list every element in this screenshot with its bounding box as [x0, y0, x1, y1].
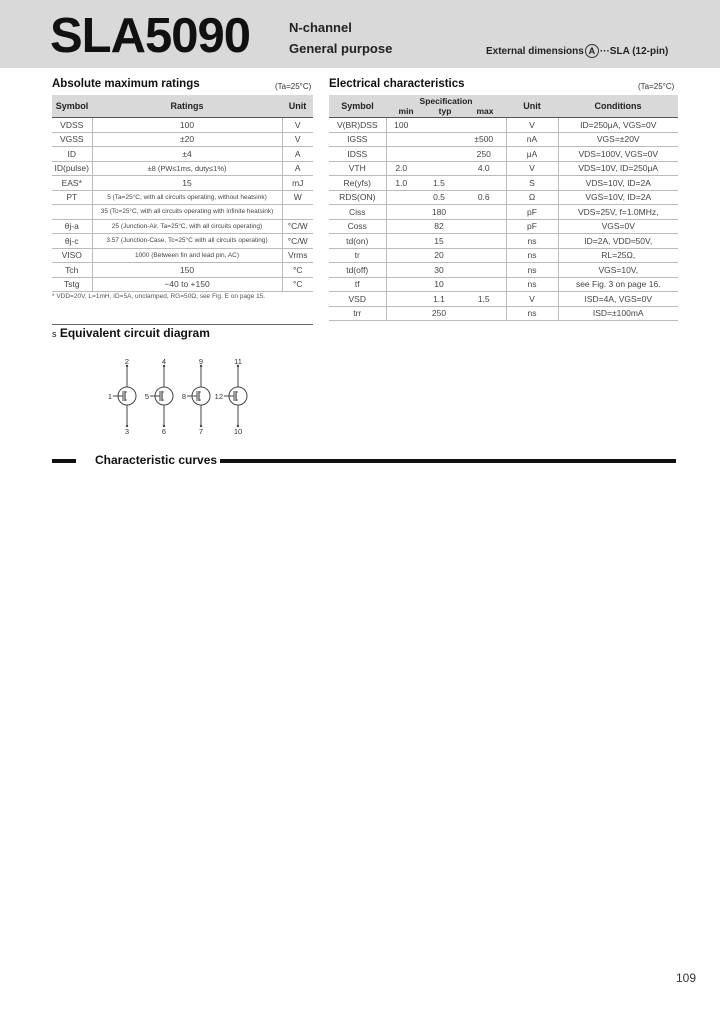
elec-cell-typ: 180	[416, 205, 462, 220]
abs-cell-rating: 25 (Junction-Air, Ta=25°C, with all circuits operating)	[92, 219, 282, 234]
subtitle-channel: N-channel	[289, 20, 352, 35]
elec-cell-min	[386, 292, 416, 307]
abs-cell-unit: V	[282, 118, 313, 133]
elec-cell-symbol: RDS(ON)	[329, 190, 386, 205]
elec-cell-min: 1.0	[386, 176, 416, 191]
elec-cell-symbol: tf	[329, 277, 386, 292]
elec-cell-symbol: Coss	[329, 219, 386, 234]
elec-cell-max	[462, 219, 506, 234]
elec-cell-max	[462, 277, 506, 292]
elec-cell-max	[462, 306, 506, 321]
elec-cell-min: 100	[386, 118, 416, 133]
elec-cell-unit: Ω	[506, 190, 558, 205]
abs-cell-unit: A	[282, 161, 313, 176]
ext-dim-prefix: External dimensions	[486, 46, 584, 57]
gate-pin-label: 5	[144, 392, 149, 401]
elec-cell-typ: 82	[416, 219, 462, 234]
elec-cell-max: 1.5	[462, 292, 506, 307]
elec-cell-typ	[416, 161, 462, 176]
elec-table-row	[329, 292, 678, 307]
elec-cell-min	[386, 277, 416, 292]
abs-table-row	[52, 118, 313, 133]
elec-cell-typ: 1.1	[416, 292, 462, 307]
abs-cell-rating: 5 (Ta=25°C, with all circuits operating, without heatsink)	[92, 190, 282, 205]
abs-max-condition: (Ta=25°C)	[275, 82, 312, 91]
elec-header-min: min	[398, 106, 414, 116]
page-number: 109	[676, 971, 697, 985]
elec-cell-unit: ns	[506, 248, 558, 263]
abs-cell-symbol: θj-a	[52, 219, 92, 234]
abs-table-row	[52, 205, 313, 220]
elec-cell-unit: V	[506, 118, 558, 133]
elec-header-typ: typ	[438, 106, 452, 116]
abs-cell-symbol: θj-c	[52, 234, 92, 249]
abs-header-ratings: Ratings	[92, 95, 282, 118]
abs-table-row	[52, 132, 313, 147]
gate-pin-label: 8	[181, 392, 186, 401]
source-pin-label: 3	[124, 427, 130, 436]
drain-pin-label: 4	[161, 357, 167, 366]
elec-cell-unit: V	[506, 292, 558, 307]
abs-cell-rating: 100	[92, 118, 282, 133]
curves-title-text: Characteristic curves	[95, 453, 218, 467]
elec-cell-conditions: VGS=0V	[558, 219, 678, 234]
circled-a-icon: A	[585, 44, 599, 58]
elec-cell-symbol: trr	[329, 306, 386, 321]
elec-cell-typ	[416, 132, 462, 147]
ext-dim-suffix: ···SLA (12-pin)	[599, 46, 669, 57]
gate-pin-label: 12	[214, 392, 223, 401]
elec-cell-conditions: VGS=10V,	[558, 263, 678, 278]
elec-cell-typ: 250	[416, 306, 462, 321]
part-number: SLA5090	[50, 9, 251, 63]
abs-cell-unit: Vrms	[282, 248, 313, 263]
abs-cell-unit: mJ	[282, 176, 313, 191]
abs-table-row	[52, 190, 313, 205]
elec-cell-min	[386, 219, 416, 234]
elec-cell-min	[386, 306, 416, 321]
source-pin-label: 6	[161, 427, 167, 436]
elec-cell-min	[386, 205, 416, 220]
elec-table-row	[329, 147, 678, 162]
drain-pin-label: 11	[234, 357, 242, 366]
elec-cell-conditions: ISD=±100mA	[558, 306, 678, 321]
abs-cell-rating: ±8 (PW≤1ms, duty≤1%)	[92, 161, 282, 176]
elec-cell-typ: 15	[416, 234, 462, 249]
elec-cell-conditions: VDS=10V, ID=2A	[558, 176, 678, 191]
abs-cell-rating: ±20	[92, 132, 282, 147]
abs-table-row	[52, 176, 313, 191]
elec-cell-max: ±500	[462, 132, 506, 147]
elec-cell-symbol: Ciss	[329, 205, 386, 220]
subtitle-purpose: General purpose	[289, 41, 393, 56]
elec-cell-typ: 1.5	[416, 176, 462, 191]
elec-header-symbol: Symbol	[329, 95, 386, 118]
elec-cell-unit: μA	[506, 147, 558, 162]
elec-table-row	[329, 263, 678, 278]
elec-cell-unit: S	[506, 176, 558, 191]
elec-cell-unit: ns	[506, 234, 558, 249]
abs-max-footnote: * VDD=20V, L=1mH, ID=5A, unclamped, RG=50Ω, see Fig. E on page 15.	[52, 293, 266, 300]
elec-cell-conditions: ID=2A, VDD≈50V,	[558, 234, 678, 249]
elec-cell-unit: ns	[506, 263, 558, 278]
abs-cell-unit: °C	[282, 263, 313, 278]
elec-cell-conditions: VGS=±20V	[558, 132, 678, 147]
abs-table-row	[52, 248, 313, 263]
abs-cell-unit: °C/W	[282, 234, 313, 249]
elec-header-spec-label: Specification	[419, 96, 473, 106]
abs-cell-unit	[282, 205, 313, 220]
elec-cell-unit: pF	[506, 219, 558, 234]
abs-cell-rating: 3.57 (Junction-Case, Tc=25°C with all circuits operating)	[92, 234, 282, 249]
elec-cell-typ: 10	[416, 277, 462, 292]
abs-table-row	[52, 219, 313, 234]
abs-cell-rating: 150	[92, 263, 282, 278]
abs-cell-symbol: PT	[52, 190, 92, 205]
elec-cell-symbol: IGSS	[329, 132, 386, 147]
elec-cell-typ: 0.5	[416, 190, 462, 205]
abs-cell-rating: −40 to +150	[92, 277, 282, 292]
elec-cell-conditions: VDS=100V, VGS=0V	[558, 147, 678, 162]
elec-cell-conditions: VDS=25V, f=1.0MHz,	[558, 205, 678, 220]
abs-cell-symbol: VISO	[52, 248, 92, 263]
elec-table-row	[329, 219, 678, 234]
elec-cell-conditions: VDS=10V, ID=250μA	[558, 161, 678, 176]
abs-cell-unit: W	[282, 190, 313, 205]
elec-cell-symbol: td(off)	[329, 263, 386, 278]
curves-title	[76, 453, 220, 467]
elec-cell-max	[462, 176, 506, 191]
gate-pin-label: 1	[107, 392, 112, 401]
elec-header-max: max	[476, 106, 494, 116]
elec-cell-symbol: tr	[329, 248, 386, 263]
elec-cell-symbol: Re(yfs)	[329, 176, 386, 191]
abs-table-row	[52, 277, 313, 292]
elec-cell-unit: nA	[506, 132, 558, 147]
elec-cell-min	[386, 248, 416, 263]
abs-cell-unit: °C	[282, 277, 313, 292]
elec-table-row	[329, 248, 678, 263]
elec-cell-min	[386, 263, 416, 278]
circuit-bullet: s	[52, 329, 57, 339]
abs-cell-symbol: Tch	[52, 263, 92, 278]
abs-cell-unit: V	[282, 132, 313, 147]
elec-cell-max: 0.6	[462, 190, 506, 205]
elec-cell-symbol: td(on)	[329, 234, 386, 249]
abs-header-unit: Unit	[282, 95, 313, 118]
elec-cell-max	[462, 263, 506, 278]
elec-cell-conditions: ISD=4A, VGS=0V	[558, 292, 678, 307]
elec-cell-min	[386, 190, 416, 205]
elec-cell-min	[386, 234, 416, 249]
circuit-heading	[52, 326, 210, 340]
elec-cell-conditions: ID=250μA, VGS=0V	[558, 118, 678, 133]
elec-cell-unit: V	[506, 161, 558, 176]
elec-cell-conditions: VGS=10V, ID=2A	[558, 190, 678, 205]
abs-header-symbol: Symbol	[52, 95, 92, 118]
abs-table-row	[52, 147, 313, 162]
elec-cell-typ	[416, 118, 462, 133]
elec-cell-unit: pF	[506, 205, 558, 220]
elec-cell-unit: ns	[506, 277, 558, 292]
elec-table-row	[329, 306, 678, 321]
elec-table-row	[329, 234, 678, 249]
elec-table-row	[329, 161, 678, 176]
elec-char-condition: (Ta=25°C)	[638, 82, 675, 91]
elec-cell-min	[386, 132, 416, 147]
elec-header-unit: Unit	[506, 95, 558, 118]
elec-cell-max	[462, 248, 506, 263]
elec-cell-unit: ns	[506, 306, 558, 321]
elec-cell-max: 4.0	[462, 161, 506, 176]
elec-cell-typ: 30	[416, 263, 462, 278]
elec-table-row	[329, 118, 678, 133]
elec-cell-symbol: VSD	[329, 292, 386, 307]
elec-cell-max: 250	[462, 147, 506, 162]
elec-char-title: Electrical characteristics	[329, 78, 465, 90]
abs-cell-rating: 15	[92, 176, 282, 191]
elec-table-row	[329, 190, 678, 205]
abs-cell-unit: A	[282, 147, 313, 162]
abs-cell-rating: ±4	[92, 147, 282, 162]
abs-cell-symbol: Tstg	[52, 277, 92, 292]
elec-table-row	[329, 277, 678, 292]
elec-cell-symbol: IDSS	[329, 147, 386, 162]
drain-pin-label: 9	[198, 357, 204, 366]
elec-cell-symbol: VTH	[329, 161, 386, 176]
source-pin-label: 10	[233, 427, 243, 436]
elec-cell-symbol: V(BR)DSS	[329, 118, 386, 133]
elec-cell-typ: 20	[416, 248, 462, 263]
abs-max-table	[52, 95, 313, 292]
abs-cell-symbol	[52, 205, 92, 220]
abs-table-row	[52, 161, 313, 176]
elec-cell-typ	[416, 147, 462, 162]
elec-cell-max	[462, 118, 506, 133]
elec-table-row	[329, 205, 678, 220]
abs-table-row	[52, 263, 313, 278]
abs-cell-symbol: ID(pulse)	[52, 161, 92, 176]
elec-table-row	[329, 132, 678, 147]
drain-pin-label: 2	[124, 357, 130, 366]
equivalent-circuit-diagram	[100, 356, 270, 436]
elec-cell-max	[462, 205, 506, 220]
source-pin-label: 7	[198, 427, 204, 436]
elec-char-table	[329, 95, 678, 321]
elec-header-spec	[386, 95, 506, 118]
elec-cell-max	[462, 234, 506, 249]
elec-cell-min: 2.0	[386, 161, 416, 176]
abs-cell-symbol: VGSS	[52, 132, 92, 147]
elec-header-conditions: Conditions	[558, 95, 678, 118]
abs-table-row	[52, 234, 313, 249]
abs-cell-rating: 1000 (Between fin and lead pin, AC)	[92, 248, 282, 263]
abs-max-title: Absolute maximum ratings	[52, 78, 200, 90]
circuit-title: Equivalent circuit diagram	[59, 326, 210, 340]
abs-cell-symbol: VDSS	[52, 118, 92, 133]
elec-table-row	[329, 176, 678, 191]
abs-cell-unit: °C/W	[282, 219, 313, 234]
elec-cell-conditions: see Fig. 3 on page 16.	[558, 277, 678, 292]
abs-cell-symbol: EAS*	[52, 176, 92, 191]
external-dimensions	[486, 44, 668, 58]
elec-cell-min	[386, 147, 416, 162]
abs-cell-symbol: ID	[52, 147, 92, 162]
abs-cell-rating: 35 (Tc=25°C, with all circuits operating with infinite heatsink)	[92, 205, 282, 220]
circuit-divider	[52, 324, 313, 325]
elec-cell-conditions: RL=25Ω,	[558, 248, 678, 263]
